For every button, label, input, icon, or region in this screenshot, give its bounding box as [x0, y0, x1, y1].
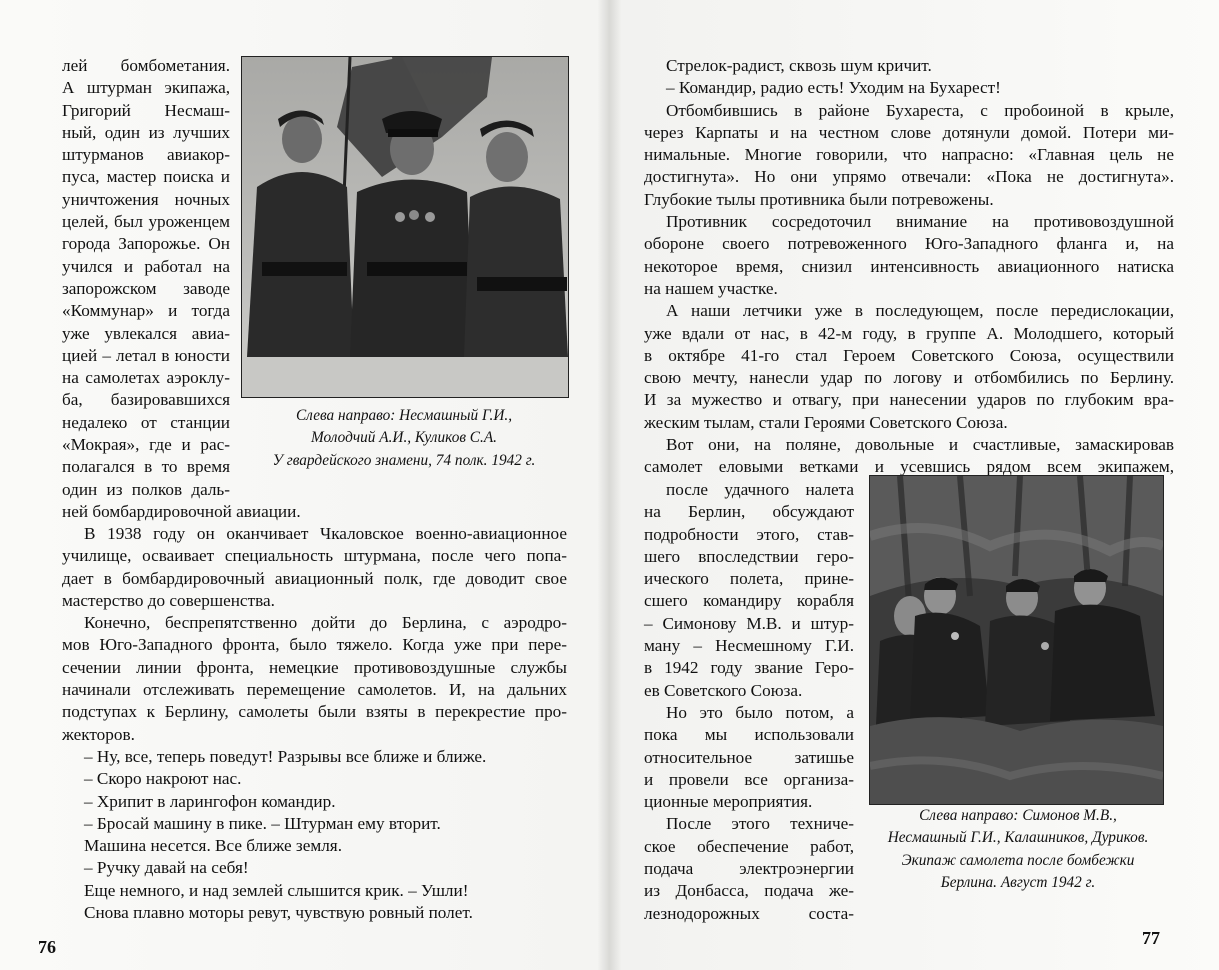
text-line: ционные мероприятия. — [644, 792, 813, 812]
text-line: ического полета, прине- — [644, 569, 854, 589]
text-line: относительное затишье — [644, 747, 854, 767]
text-line: – Симонову М.В. и штур- — [644, 613, 854, 633]
text-line: на нашем участке. — [644, 278, 778, 298]
text-line: запорожском заводе — [62, 278, 230, 298]
text-line: мастерство до совершенства. — [62, 590, 275, 610]
caption-line: У гвардейского знамени, 74 полк. 1942 г. — [272, 451, 536, 469]
text-line: Конечно, беспрепятственно дойти до Берлина, с аэродро- — [84, 613, 567, 633]
text-line: из Донбасса, подача же- — [644, 881, 854, 901]
text-line: в 1942 году звание Геро- — [644, 658, 854, 678]
text-line: Но это было потом, а — [666, 702, 854, 722]
left-wrap-text — [62, 55, 301, 523]
text-line: ба, базировавшихся — [62, 390, 230, 410]
left-page — [0, 0, 600, 970]
right-page — [612, 0, 1219, 970]
text-line: жекторов. — [62, 724, 135, 744]
text-line: «Мокрая», где и рас- — [62, 435, 230, 455]
left-body-text — [62, 523, 567, 924]
text-line: жеским тылам, стали Героями Советского Союза. — [644, 412, 1008, 432]
text-line: один из полков даль- — [62, 479, 230, 499]
photo-guards-banner-image — [242, 57, 568, 397]
text-line: уже увлекался авиа- — [62, 323, 230, 343]
text-line: Еще немного, и над землей слышится крик. – Ушли! — [84, 880, 469, 900]
text-line: А штурман экипажа, — [62, 78, 230, 98]
text-line: ское обеспечение работ, — [644, 836, 854, 856]
text-line: Вот они, на поляне, довольные и счастливые, замаскировав — [666, 435, 1174, 455]
caption-line: Молодчий А.И., Куликов С.А. — [310, 429, 498, 447]
text-line: уже вдали от нас, в 42-м году, в группе А. Молодшего, который — [644, 323, 1174, 343]
text-line: в октябре 41-го стал Героем Советского Союза, осуществили — [644, 345, 1174, 365]
caption-line: Слева направо: Симонов М.В., — [919, 807, 1117, 824]
text-line: Григорий Несмаш- — [62, 100, 230, 120]
text-line: шего впоследствии геро- — [644, 546, 854, 566]
right-wrap-text — [644, 479, 854, 925]
text-line: пуса, мастер поиска и — [62, 167, 230, 187]
text-line: подача электроэнергии — [644, 859, 854, 879]
text-line: Отбомбившись в районе Бухареста, с пробоиной в крыле, — [666, 100, 1174, 120]
text-line: Глубокие тылы противника были потревожены. — [644, 189, 994, 209]
right-photo-caption — [857, 805, 1179, 894]
text-line: сшего командиру корабля — [644, 591, 854, 611]
text-line: ный, один из лучших — [62, 122, 230, 142]
text-line: города Запорожье. Он — [62, 234, 230, 254]
text-line: после удачного налета — [666, 480, 854, 499]
text-line: полагался в то время — [62, 457, 230, 477]
text-line: лей бомбометания. — [62, 56, 230, 75]
text-line: «Коммунар» и тогда — [62, 301, 230, 321]
text-line: недалеко от станции — [62, 412, 230, 432]
text-line: ев Советского Союза. — [644, 680, 803, 700]
text-line: ней бомбардировочной авиации. — [62, 501, 301, 521]
text-line: начинали отслеживать перемещение самолетов. И, на дальних — [62, 680, 567, 700]
photo-guards-banner — [241, 56, 569, 398]
photo-crew-berlin-image — [870, 476, 1163, 804]
text-line: на Берлин, обсуждают — [644, 502, 854, 522]
photo-crew-berlin — [869, 475, 1164, 805]
text-line: В 1938 году он оканчивает Чкаловское военно-авиационное — [84, 524, 567, 543]
page-number: 76 — [38, 937, 56, 957]
text-line: обороне своего потревоженного Юго-Западного фланга и, на — [644, 234, 1174, 254]
caption-line: Берлина. Август 1942 г. — [940, 873, 1096, 891]
text-line: – Скоро накроют нас. — [84, 769, 242, 789]
text-line: целей, был уроженцем — [62, 212, 230, 232]
text-line: – Ну, все, теперь поведут! Разрывы все ближе и ближе. — [84, 746, 487, 766]
text-line: – Командир, радио есть! Уходим на Бухарест! — [666, 78, 1001, 98]
text-line: уничтожения ночных — [62, 189, 230, 209]
caption-line: Несмашный Г.И., Калашников, Дуриков. — [887, 829, 1149, 847]
text-line: Стрелок-радист, сквозь шум кричит. — [666, 56, 932, 75]
page-number: 77 — [1142, 928, 1160, 948]
text-line: некоторое время, снизил интенсивность авиационного натиска — [644, 256, 1174, 276]
text-line: – Хрипит в ларингофон командир. — [84, 791, 336, 811]
text-line: учился и работал на — [62, 256, 230, 276]
text-line: училище, осваивает специальность штурмана, после чего попа- — [62, 546, 567, 566]
text-line: достигнута». Но они упрямо отвечали: «Пока не достигнута». — [644, 167, 1174, 187]
text-line: Противник сосредоточил внимание на противовоздушной — [666, 212, 1174, 232]
text-line: и провели все организа- — [644, 769, 854, 789]
caption-line: Экипаж самолета после бомбежки — [901, 851, 1135, 869]
text-line: нимальные. Многие говорили, что напрасно: «Главная цель не — [644, 145, 1174, 165]
text-line: И за мужество и отвагу, при нанесении ударов по глубоким вра- — [644, 390, 1174, 410]
text-line: на самолетах аэроклу- — [62, 368, 230, 388]
text-line: После этого техниче- — [666, 814, 854, 834]
text-line: – Бросай машину в пике. – Штурман ему вторит. — [84, 813, 441, 833]
text-line: дает в бомбардировочный авиационный полк, где доводит свое — [62, 568, 567, 588]
text-line: Машина несется. Все ближе земля. — [84, 836, 343, 856]
text-line: пока мы использовали — [644, 725, 854, 745]
text-line: цией – летал в юности — [62, 345, 230, 365]
text-line: самолет еловыми ветками и усевшись рядом всем экипажем, — [644, 457, 1174, 477]
text-line: – Ручку давай на себя! — [84, 858, 249, 878]
text-line: мов Юго-Западного фронта, было тяжело. Когда уже при пере- — [62, 635, 567, 655]
text-line: штурманов авиакор- — [62, 145, 230, 165]
text-line: ману – Несмешному Г.И. — [644, 636, 854, 656]
text-line: лезнодорожных соста- — [644, 903, 854, 923]
text-line: через Карпаты и на честном слове дотянули домой. Потери ми- — [644, 122, 1174, 142]
text-line: подступах к Берлину, самолеты были взяты в перекрестие про- — [62, 702, 567, 722]
text-line: свою мечту, нанесли удар по логову и отбомбились по Берлину. — [644, 368, 1174, 388]
right-body-text — [644, 55, 1174, 479]
caption-line: Слева направо: Несмашный Г.И., — [295, 407, 513, 424]
text-line: подробности этого, став- — [644, 524, 854, 544]
text-line: Снова плавно моторы ревут, чувствую ровный полет. — [84, 903, 473, 923]
text-line: А наши летчики уже в последующем, после передислокации, — [666, 301, 1174, 321]
left-photo-caption — [241, 405, 567, 472]
text-line: сечении линии фронта, немецкие противовоздушные службы — [62, 657, 567, 677]
